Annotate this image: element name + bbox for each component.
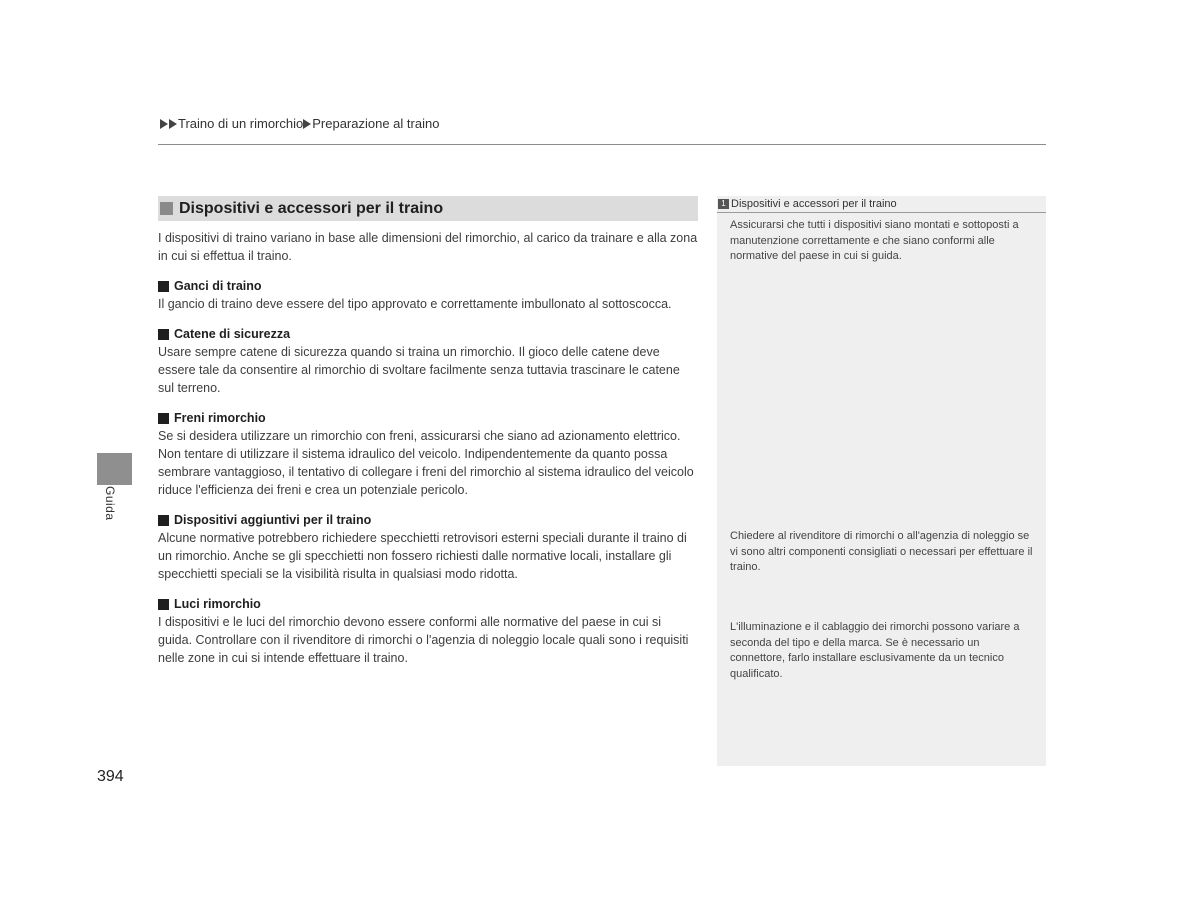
- notes-header: [717, 196, 1046, 212]
- bullet-square-icon: [158, 329, 169, 340]
- section-intro: I dispositivi di traino variano in base alle dimensioni del rimorchio, al carico da trainare e alla zona in cui si effettua il traino.: [158, 231, 698, 263]
- subsection: [158, 511, 698, 583]
- subsection-heading: [158, 277, 698, 295]
- chapter-label: Guida: [103, 486, 117, 521]
- subsection: [158, 409, 698, 499]
- main-content: [158, 196, 698, 667]
- notes-panel: [717, 196, 1046, 766]
- subsection-title: Freni rimorchio: [174, 411, 266, 425]
- breadcrumb: [160, 116, 439, 131]
- subsection-heading: [158, 511, 698, 529]
- subsection: [158, 595, 698, 667]
- subsection-title: Catene di sicurezza: [174, 327, 291, 341]
- subsection-title: Luci rimorchio: [174, 597, 261, 611]
- section-marker-icon: [160, 202, 173, 215]
- section-title: Dispositivi e accessori per il traino: [179, 199, 444, 217]
- page-number: 394: [97, 768, 124, 785]
- subsection-title: Ganci di traino: [174, 279, 262, 293]
- breadcrumb-item[interactable]: Traino di un rimorchio: [178, 116, 304, 131]
- subsection-heading: [158, 325, 698, 343]
- bullet-square-icon: [158, 281, 169, 292]
- breadcrumb-item[interactable]: Preparazione al traino: [312, 116, 440, 131]
- section-heading: [158, 196, 698, 221]
- arrow-right-icon: [160, 119, 168, 129]
- notes-divider: [717, 212, 1046, 213]
- notes-title: Dispositivi e accessori per il traino: [731, 198, 897, 210]
- arrow-right-icon: [303, 119, 311, 129]
- subsection-text: Usare sempre catene di sicurezza quando si traina un rimorchio. Il gioco delle catene deve essere tale da consentire al rimorchio di svoltare facilmente senza tuttavia trascinare le catene sul terreno.: [158, 345, 680, 395]
- subsection-text: I dispositivi e le luci del rimorchio devono essere conformi alle normative del paese in cui si guida. Controllare con il rivenditore di rimorchi o l'agenzia di noleggio locale quali sono i requisiti nelle zone in cui si intende effettuare il traino.: [158, 615, 689, 665]
- bullet-square-icon: [158, 413, 169, 424]
- arrow-right-icon: [169, 119, 177, 129]
- bullet-square-icon: [158, 515, 169, 526]
- subsection-text: Il gancio di traino deve essere del tipo approvato e correttamente imbullonato al sottoscocca.: [158, 297, 672, 311]
- chapter-tab[interactable]: [97, 453, 132, 485]
- subsection-title: Dispositivi aggiuntivi per il traino: [174, 513, 372, 527]
- header-divider: [158, 144, 1046, 145]
- note-text: Chiedere al rivenditore di rimorchi o all'agenzia di noleggio se vi sono altri componenti consigliati o necessari per effettuare il traino.: [730, 530, 1033, 573]
- note-text: Assicurarsi che tutti i dispositivi siano montati e sottoposti a manutenzione correttamente e che siano conformi alle normative del paese in cui si guida.: [730, 219, 1019, 262]
- bullet-square-icon: [158, 599, 169, 610]
- subsection-text: Se si desidera utilizzare un rimorchio con freni, assicurarsi che siano ad azionamento elettrico. Non tentare di utilizzare il sistema idraulico del veicolo. Indipendentemente da quanto possa sembrare vantaggioso, il tentativo di collegare i freni del rimorchio al sistema idraulico del veicolo riduce l'efficienza dei freni e crea un potenziale pericolo.: [158, 429, 694, 497]
- note-reference-number: 1: [721, 199, 726, 208]
- subsection: [158, 325, 698, 397]
- subsection-text: Alcune normative potrebbero richiedere specchietti retrovisori esterni speciali durante il traino di un rimorchio. Anche se gli specchietti non fossero richiesti dalle normative locali, installare gli specchietti speciali se la visibilità risulta in qualsiasi modo ridotta.: [158, 531, 687, 581]
- note-reference-icon: [718, 199, 729, 209]
- subsection-heading: [158, 595, 698, 613]
- subsection-heading: [158, 409, 698, 427]
- subsection: [158, 277, 698, 313]
- note-text: L'illuminazione e il cablaggio dei rimorchi possono variare a seconda del tipo e della marca. Se è necessario un connettore, farlo installare esclusivamente da un tecnico qualificato.: [730, 621, 1020, 680]
